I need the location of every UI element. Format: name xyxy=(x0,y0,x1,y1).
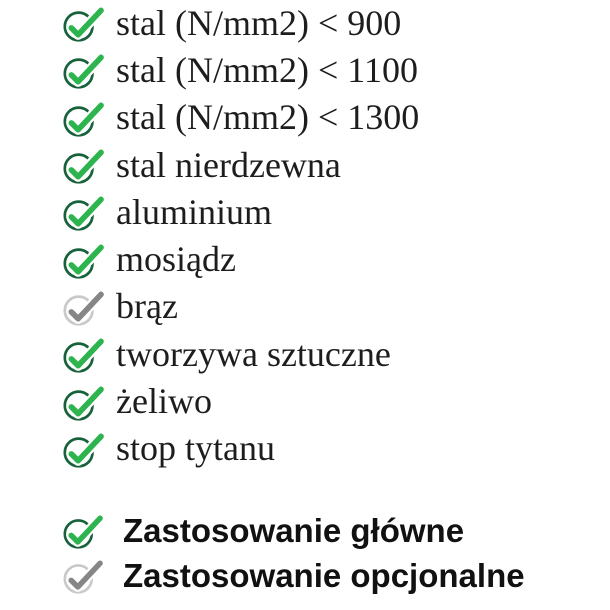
check-circle-icon xyxy=(63,432,104,469)
material-label: stal (N/mm2) < 1100 xyxy=(116,49,418,90)
material-row xyxy=(63,379,610,426)
legend-label-optional: Zastosowanie opcjonalne xyxy=(123,556,525,594)
material-row xyxy=(63,332,610,379)
check-circle-icon xyxy=(63,53,104,90)
material-label: tworzywa sztuczne xyxy=(116,333,391,374)
material-row xyxy=(63,1,610,48)
check-circle-icon xyxy=(63,195,104,232)
legend-label-main: Zastosowanie główne xyxy=(123,511,465,549)
material-label: brąz xyxy=(116,286,178,327)
gray-check-circle-icon xyxy=(63,290,104,327)
material-label: aluminium xyxy=(116,191,272,232)
material-label: stal (N/mm2) < 900 xyxy=(116,2,402,43)
check-circle-icon xyxy=(63,148,104,185)
check-circle-icon xyxy=(63,101,104,138)
material-row xyxy=(63,48,610,95)
material-label: stal nierdzewna xyxy=(116,144,341,185)
material-label: stal (N/mm2) < 1300 xyxy=(116,97,420,138)
material-row xyxy=(63,143,610,190)
material-row xyxy=(63,285,610,332)
check-circle-icon xyxy=(63,514,103,550)
legend xyxy=(63,510,610,600)
material-row xyxy=(63,427,610,474)
legend-row-optional xyxy=(63,555,610,600)
check-circle-icon xyxy=(63,6,104,43)
materials-list xyxy=(63,1,610,474)
material-row xyxy=(63,190,610,237)
material-label: stop tytanu xyxy=(116,428,275,469)
check-circle-icon xyxy=(63,385,104,422)
legend-row-main xyxy=(63,510,610,555)
material-label: mosiądz xyxy=(116,239,236,280)
material-label: żeliwo xyxy=(116,381,212,422)
gray-check-circle-icon xyxy=(63,559,103,595)
material-row xyxy=(63,237,610,284)
check-circle-icon xyxy=(63,243,104,280)
material-row xyxy=(63,96,610,143)
check-circle-icon xyxy=(63,337,104,374)
